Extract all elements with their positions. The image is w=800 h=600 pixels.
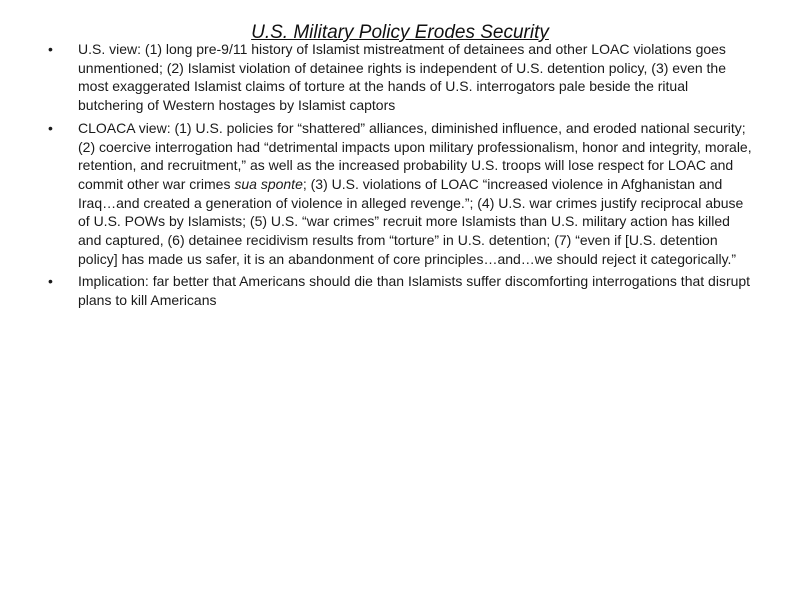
bullet-text-italic: sua sponte <box>234 175 303 192</box>
bullet-icon: • <box>48 119 53 136</box>
bullet-list <box>48 40 754 314</box>
slide-title: U.S. Military Policy Erodes Security <box>251 22 549 43</box>
bullet-item-us-view <box>48 40 754 115</box>
bullet-text: Implication: far better that Americans should die than Islamists suffer discomforting interrogations that disrupt plans to kill Americans <box>78 273 751 309</box>
bullet-text: U.S. view: (1) long pre-9/11 history of Islamist mistreatment of detainees and other LOAC violations goes unmentioned; (2) Islamist violation of detainee rights is independent of U.S. detention policy, (3) even the most exaggerated Islamist claims of torture at the hands of U.S. interrogators pale beside the ritual butchering of Western hostages by Islamist captors <box>78 41 727 114</box>
bullet-item-cloaca-view <box>48 119 754 269</box>
bullet-item-implication <box>48 272 754 309</box>
bullet-icon: • <box>48 273 53 290</box>
bullet-text-part-1: CLOACA view: (1) U.S. policies for “shattered” alliances, diminished influence, and eroded national security; (2) coercive interrogation had “detrimental impacts upon military professionalism, honor and integrity, morale, retention, and recruitment,” as well as the increased probability U.S. troops will lose respect for LOAC and commit other war crimes <box>78 119 752 192</box>
bullet-icon: • <box>48 41 53 57</box>
bullet-text-part-2: ; (3) U.S. violations of LOAC “increased violence in Afghanistan and Iraq…and created a generation of violence in alleged revenge.”; (4) U.S. war crimes justify reciprocal abuse of U.S. POWs by Islamists; (5) U.S. “war crimes” recruit more Islamists than U.S. military action has killed and captured, (6) detainee recidivism results from “torture” in U.S. detention; (7) “even if [U.S. detention policy] has made us safer, it is an abandonment of core principles…and…we should reject it categorically.” <box>78 175 744 267</box>
